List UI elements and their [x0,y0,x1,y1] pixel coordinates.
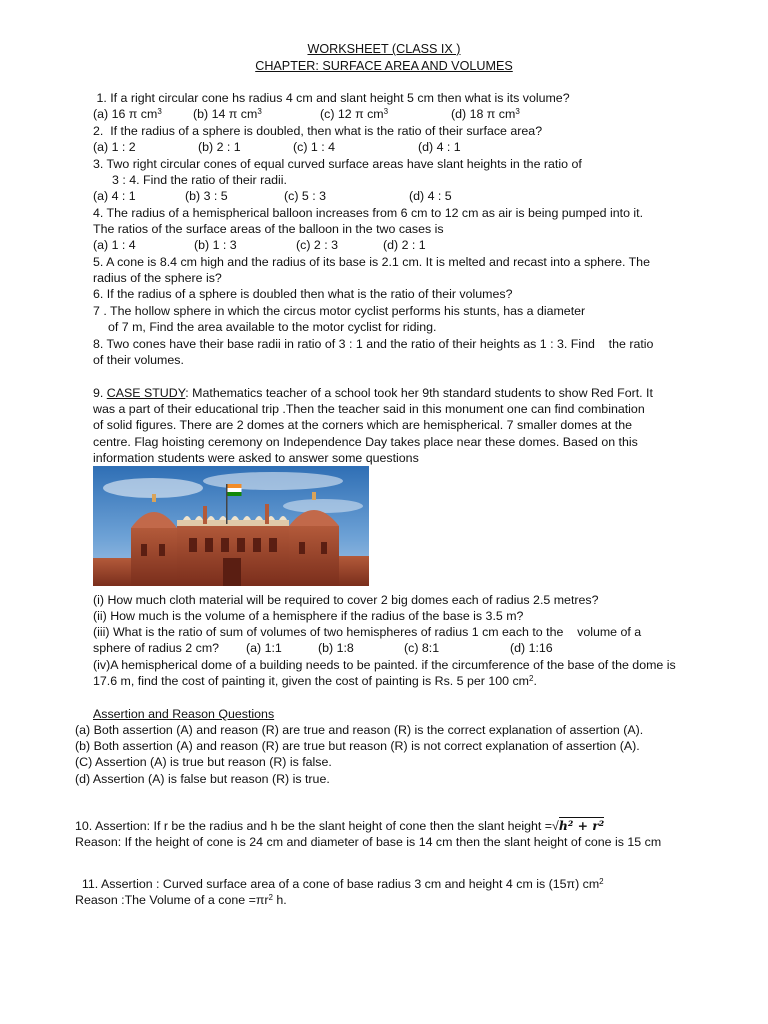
option: (b) 14 π $cm^3$ [193,107,262,121]
question-9-line: information students were asked to answer some questions [93,451,419,465]
question-9-line: centre. Flag hoisting ceremony on Independence Day takes place near these domes. Based on this [93,435,638,449]
red-fort-image [93,466,369,586]
question-9-line: of solid figures. There are 2 domes at the corners which are hemispherical. 7 smaller domes at the [93,418,633,432]
question-5-cont: radius of the sphere is? [93,271,222,285]
worksheet-title: WORKSHEET (CLASS IX ) [307,42,461,56]
option: (b) 2 : 1 [198,140,241,154]
option: (b) 3 : 5 [185,189,228,203]
option: (d) 2 : 1 [383,238,426,252]
sub-question-iv: (iv)A hemispherical dome of a building needs to be painted. if the circumference of the base of the dome is [93,658,676,672]
question-2: 2. If the radius of a sphere is doubled, then what is the ratio of their surface area? [93,124,543,138]
case-study-label: CASE STUDY [106,386,186,400]
option: (a) 4 : 1 [93,189,136,203]
chapter-title: CHAPTER: SURFACE AREA AND VOLUMES [255,59,513,73]
sub-question-iii-cont: sphere of radius 2 cm? [93,641,220,655]
question-5: 5. A cone is 8.4 cm high and the radius of its base is 2.1 cm. It is melted and recast into a sphere. The [93,255,650,269]
option: (d) 4 : 1 [418,140,461,154]
option: (c) 2 : 3 [296,238,338,252]
option: (b) 1 : 3 [194,238,237,252]
question-8-cont: of their volumes. [93,353,184,367]
option: (d) 18 π $cm^3$ [451,107,520,121]
option: (c) 12 π $cm^3$ [320,107,389,121]
question-4-cont: The ratios of the surface areas of the balloon in the two cases is [93,222,444,236]
option: (c) 1 : 4 [293,140,335,154]
question-3: 3. Two right circular cones of equal curved surface areas have slant heights in the ratio of [93,157,582,171]
option: (c) 8:1 [404,641,440,655]
option: (d) 4 : 5 [409,189,452,203]
question-9-line: was a part of their educational trip .Then the teacher said in this monument one can find combination [93,402,645,416]
assertion-option-d: (d) Assertion (A) is false but reason (R) is true. [75,772,330,786]
question-3-cont: 3 : 4. Find the ratio of their radii. [112,173,287,187]
sub-question-i: (i) How much cloth material will be required to cover 2 big domes each of radius 2.5 metres? [93,593,599,607]
assertion-heading: Assertion and Reason Questions [93,707,275,721]
option: (a) 1 : 2 [93,140,136,154]
question-11-reason: Reason :The Volume of a cone $=\pi r^2$ h. [75,893,287,907]
option: (c) 5 : 3 [284,189,326,203]
slant-height-formula: h² + r² [558,818,605,833]
question-1: 1. If a right circular cone hs radius 4 cm and slant height 5 cm then what is its volume? [93,91,570,105]
question-10-assertion: 10. Assertion: If r be the radius and h be the slant height of cone then the slant height =√h² + r² [75,818,605,833]
option: (d) 1:16 [510,641,553,655]
question-7-cont: of 7 m, Find the area available to the motor cyclist for riding. [108,320,437,334]
sub-question-ii: (ii) How much is the volume of a hemisphere if the radius of the base is 3.5 m? [93,609,524,623]
assertion-option-c: (C) Assertion (A) is true but reason (R) is false. [75,755,332,769]
option: (b) 1:8 [318,641,354,655]
assertion-option-b: (b) Both assertion (A) and reason (R) are true but reason (R) is not correct explanation of assertion (A). [75,739,640,753]
question-9: 9. CASE STUDY: Mathematics teacher of a school took her 9th standard students to show Red Fort. It [93,386,653,400]
question-10-reason: Reason: If the height of cone is 24 cm and diameter of base is 14 cm then the slant height of cone is 15 cm [75,835,662,849]
question-7: 7 . The hollow sphere in which the circus motor cyclist performs his stunts, has a diameter [93,304,586,318]
question-11-assertion: 11. Assertion : Curved surface area of a cone of base radius 3 cm and height 4 cm is (15π) $cm^2$ [75,877,604,891]
question-8: 8. Two cones have their base radii in ratio of 3 : 1 and the ratio of their heights as 1 : 3. Find the ratio [93,337,654,351]
option: (a) 1 : 4 [93,238,136,252]
question-4: 4. The radius of a hemispherical balloon increases from 6 cm to 12 cm as air is being pumped into it. [93,206,644,220]
option: (a) 1:1 [246,641,282,655]
sub-question-iv-cont: 17.6 m, find the cost of painting it, given the cost of painting is Rs. 5 per 100 $cm^2$. [93,674,537,688]
assertion-option-a: (a) Both assertion (A) and reason (R) are true and reason (R) is the correct explanation of assertion (A). [75,723,644,737]
red-fort-photo [93,466,369,586]
question-6: 6. If the radius of a sphere is doubled then what is the ratio of their volumes? [93,287,513,301]
sub-question-iii: (iii) What is the ratio of sum of volumes of two hemispheres of radius 1 cm each to the volume of a [93,625,642,639]
option: (a) 16 π $cm^3$ [93,107,162,121]
